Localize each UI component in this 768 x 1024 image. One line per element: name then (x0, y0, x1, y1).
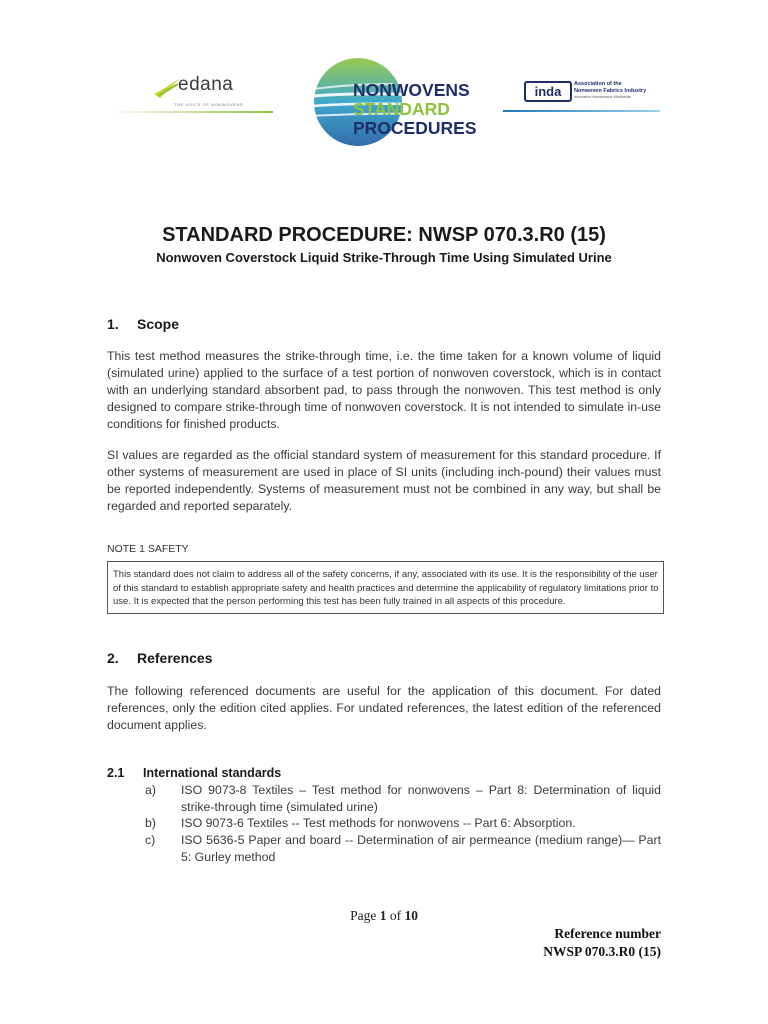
list-item (145, 782, 661, 816)
safety-note-box (107, 561, 664, 614)
section-title: References (137, 650, 213, 666)
edana-wordmark: edana (178, 74, 234, 95)
subsection-number: 2.1 (107, 766, 125, 780)
note-label: NOTE 1 SAFETY (107, 543, 189, 555)
list-item-text: ISO 9073-6 Textiles -- Test methods for nonwovens -- Part 6: Absorption. (181, 816, 576, 830)
inda-line-2: Nonwoven Fabrics Industry (574, 88, 647, 94)
nsp-line-2: STANDARD (353, 99, 450, 119)
reference-number-label: Reference number (554, 926, 661, 941)
list-item (145, 815, 661, 832)
list-item-text: ISO 5636-5 Paper and board -- Determination of air permeance (medium range)— Part 5: Gurley method (181, 833, 661, 864)
edana-swoosh (108, 111, 273, 113)
list-item-text: ISO 9073-8 Textiles – Test method for nonwovens – Part 8: Determination of liquid strike-through time (simulated urine) (181, 783, 661, 814)
nsp-line-1: NONWOVENS (353, 80, 470, 100)
section-2-heading (107, 650, 213, 666)
page-number (0, 908, 768, 924)
list-item-marker: b) (145, 816, 156, 830)
inda-wordmark: inda (524, 81, 572, 102)
document-title: STANDARD PROCEDURE: NWSP 070.3.R0 (15) (162, 224, 606, 246)
section-1-heading (107, 316, 179, 332)
scope-paragraph-1: This test method measures the strike-through time, i.e. the time taken for a known volume of liquid (simulated urine) applied to the surface of a test portion of nonwoven coverstock, which is in contact with an underlying standard absorbent pad, to pass through the nonwoven. This test method is only designed to compare strike-through time of nonwoven coverstock. It is not intended to simulate in-use conditions for finished products. (107, 349, 661, 431)
page-of: of (386, 908, 405, 923)
list-item-marker: c) (145, 833, 156, 847)
edana-logo (108, 68, 273, 108)
references-paragraph: The following referenced documents are useful for the application of this document. For dated references, only the edition cited applies. For undated references, the latest edition of the referenced document applies. (107, 684, 661, 732)
section-title: Scope (137, 316, 180, 332)
edana-tagline: THE VOICE OF NONWOVENS (174, 102, 244, 107)
nsp-logo (273, 50, 493, 150)
page-current: 1 (379, 908, 387, 923)
section-number: 1. (107, 316, 119, 332)
page-prefix: Page (350, 908, 380, 923)
page-total: 10 (404, 908, 418, 923)
section-number: 2. (107, 650, 119, 666)
inda-logo (518, 76, 660, 112)
inda-line-3: Innovative Nonwovens Worldwide (574, 95, 631, 99)
header-logos (108, 50, 660, 155)
list-item (145, 832, 661, 866)
safety-note-text: This standard does not claim to address all of the safety concerns, if any, associated with its use. It is the responsibility of the user of this standard to establish appropriate safety and health practices and determine the applicability of regulatory limitations prior to use. It is expected that the person performing this test has been fully trained in all aspects of this procedure. (113, 569, 659, 607)
inda-line-1: Association of the (574, 81, 622, 87)
subsection-2-1-heading (107, 766, 281, 780)
document-subtitle: Nonwoven Coverstock Liquid Strike-Through Time Using Simulated Urine (156, 250, 612, 265)
list-item-marker: a) (145, 783, 156, 797)
scope-paragraph-2: SI values are regarded as the official standard system of measurement for this standard procedure. If other systems of measurement are used in place of SI units (including inch-pound) their values must be reported independently. Systems of measurement must not be combined in any way, but shall be regarded and reported separately. (107, 448, 661, 513)
subsection-title: International standards (143, 766, 282, 780)
reference-number-value: NWSP 070.3.R0 (15) (543, 944, 661, 959)
nsp-line-3: PROCEDURES (353, 118, 477, 138)
